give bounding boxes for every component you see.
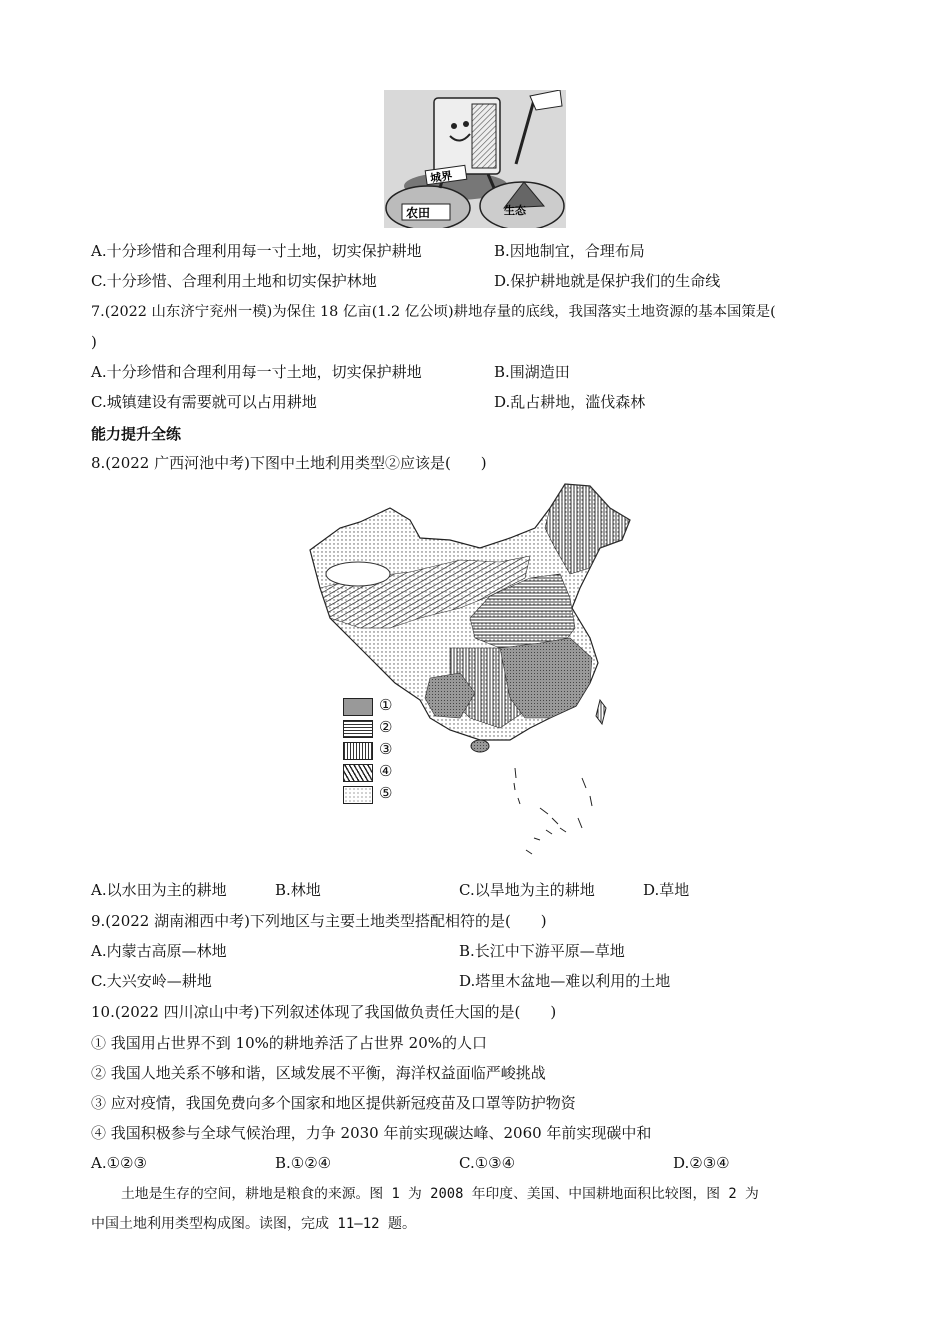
legend-item-1 [343, 697, 403, 715]
q9-stem: 9.(2022 湖南湘西中考)下列地区与主要土地类型搭配相符的是( ) [91, 912, 547, 930]
legend-item-3 [343, 741, 403, 759]
q9-option-d[interactable]: D.塔里木盆地—难以利用的土地 [459, 972, 671, 990]
q6-option-d[interactable]: D.保护耕地就是保护我们的生命线 [494, 272, 721, 290]
q10-statement-2: ② 我国人地关系不够和谐，区域发展不平衡，海洋权益面临严峻挑战 [91, 1064, 546, 1082]
q8-option-b[interactable]: B.林地 [275, 881, 321, 899]
legend-label-5: ⑤ [379, 784, 393, 802]
q10-statement-3: ③ 应对疫情，我国免费向多个国家和地区提供新冠疫苗及口罩等防护物资 [91, 1094, 576, 1112]
q7-stem: 7.(2022 山东济宁兖州一模)为保住 18 亿亩(1.2 亿公顷)耕地存量的底线，我国落实土地资源的基本国策是( [91, 304, 776, 320]
q10-statement-1: ① 我国用占世界不到 10%的耕地养活了占世界 20%的人口 [91, 1034, 487, 1052]
intro-line-1: 土地是生存的空间，耕地是粮食的来源。图 1 为 2008 年印度、美国、中国耕地面积比较图，图 2 为 [121, 1186, 759, 1202]
q10-option-a[interactable]: A.①②③ [91, 1154, 147, 1172]
cartoon-label-farmland: 农田 [406, 206, 431, 220]
q7-option-b[interactable]: B.围湖造田 [494, 363, 570, 381]
legend-swatch-5 [343, 786, 373, 804]
q10-option-d[interactable]: D.②③④ [673, 1154, 730, 1172]
legend-item-5 [343, 785, 403, 803]
intro-line-2: 中国土地利用类型构成图。读图，完成 11—12 题。 [91, 1216, 416, 1232]
q10-option-b[interactable]: B.①②④ [275, 1154, 332, 1172]
section-title: 能力提升全练 [91, 425, 182, 443]
cartoon-label-ecology: 生态 [504, 204, 526, 217]
legend-swatch-1 [343, 698, 373, 716]
legend-swatch-3 [343, 742, 373, 760]
legend-swatch-2 [343, 720, 373, 738]
q10-option-c[interactable]: C.①③④ [459, 1154, 516, 1172]
legend-label-4: ④ [379, 762, 393, 780]
cartoon-label-city: 城界 [429, 169, 454, 186]
land-protection-cartoon [384, 90, 566, 228]
q8-option-d[interactable]: D.草地 [643, 881, 690, 899]
legend-swatch-4 [343, 764, 373, 782]
q7-option-d[interactable]: D.乱占耕地，滥伐森林 [494, 393, 646, 411]
legend-label-1: ① [379, 696, 393, 714]
q6-option-b[interactable]: B.因地制宜，合理布局 [494, 242, 645, 260]
q7-stem-end: ) [91, 333, 97, 351]
legend-label-2: ② [379, 718, 393, 736]
legend-label-3: ③ [379, 740, 393, 758]
q6-option-a[interactable]: A.十分珍惜和合理利用每一寸土地，切实保护耕地 [91, 242, 422, 260]
q10-statement-4: ④ 我国积极参与全球气候治理，力争 2030 年前实现碳达峰、2060 年前实现碳中和 [91, 1124, 652, 1142]
q10-stem: 10.(2022 四川凉山中考)下列叙述体现了我国做负责任大国的是( ) [91, 1003, 557, 1021]
q9-option-c[interactable]: C.大兴安岭—耕地 [91, 972, 212, 990]
q9-option-b[interactable]: B.长江中下游平原—草地 [459, 942, 625, 960]
q7-option-a[interactable]: A.十分珍惜和合理利用每一寸土地，切实保护耕地 [91, 363, 422, 381]
q7-option-c[interactable]: C.城镇建设有需要就可以占用耕地 [91, 393, 317, 411]
q8-stem: 8.(2022 广西河池中考)下图中土地利用类型②应该是( ) [91, 454, 487, 472]
legend-item-2 [343, 719, 403, 737]
q8-option-c[interactable]: C.以旱地为主的耕地 [459, 881, 595, 899]
legend-item-4 [343, 763, 403, 781]
q8-option-a[interactable]: A.以水田为主的耕地 [91, 881, 227, 899]
china-land-use-map [300, 478, 670, 866]
q6-option-c[interactable]: C.十分珍惜、合理利用土地和切实保护林地 [91, 272, 377, 290]
q9-option-a[interactable]: A.内蒙古高原—林地 [91, 942, 227, 960]
